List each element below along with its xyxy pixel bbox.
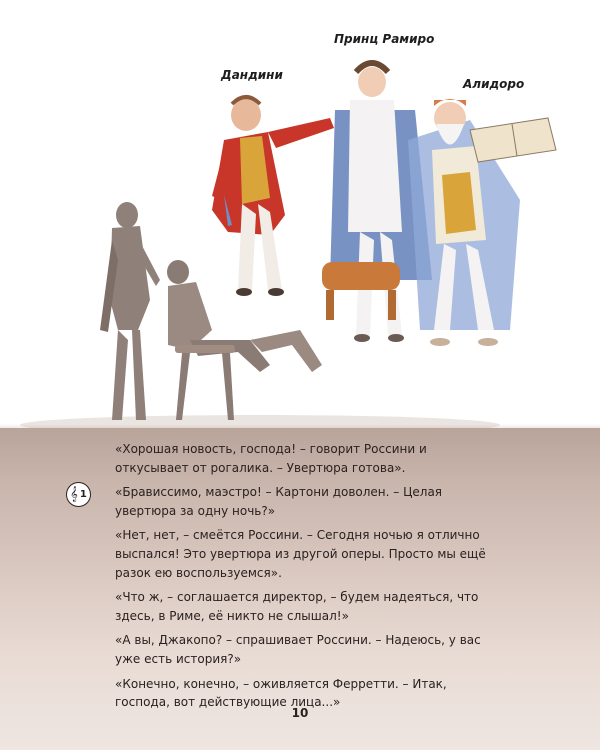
paragraph: «А вы, Джакопо? – спрашивает Россини. – Надеюсь, у вас уже есть история?» [115, 633, 481, 666]
treble-clef-icon: 𝄞 [70, 487, 78, 502]
label-alidoro: Алидоро [463, 77, 525, 91]
sepia-standing-man [100, 202, 160, 420]
dialogue-text [115, 440, 500, 712]
page-number: 10 [291, 706, 309, 720]
dandini-figure [212, 97, 334, 296]
paragraph: «Нет, нет, – смеётся Россини. – Сегодня ночью я отлично выспался! Это увертюра из другой оперы. Просто мы ещё разок ею воспользуемся». [115, 528, 486, 580]
paragraph: «Конечно, конечно, – оживляется Ферретти. – Итак, господа, вот действующие лица...» [115, 676, 447, 710]
alidoro-figure [408, 99, 556, 346]
label-dandini: Дандини [221, 68, 283, 82]
track-number: 1 [79, 488, 87, 500]
paragraph: «Что ж, – соглашается директор, – будем надеяться, что здесь, в Риме, её никто не слышал!» [115, 590, 479, 623]
music-track-badge[interactable] [66, 482, 91, 507]
label-prince-ramiro: Принц Рамиро [334, 32, 435, 46]
paragraph: «Брависсимо, маэстро! – Картони доволен. – Целая увертюра за одну ночь?» [115, 485, 443, 518]
paragraph: «Хорошая новость, господа! – говорит Россини и откусывает от рогалика. – Увертюра готова». [115, 442, 427, 475]
